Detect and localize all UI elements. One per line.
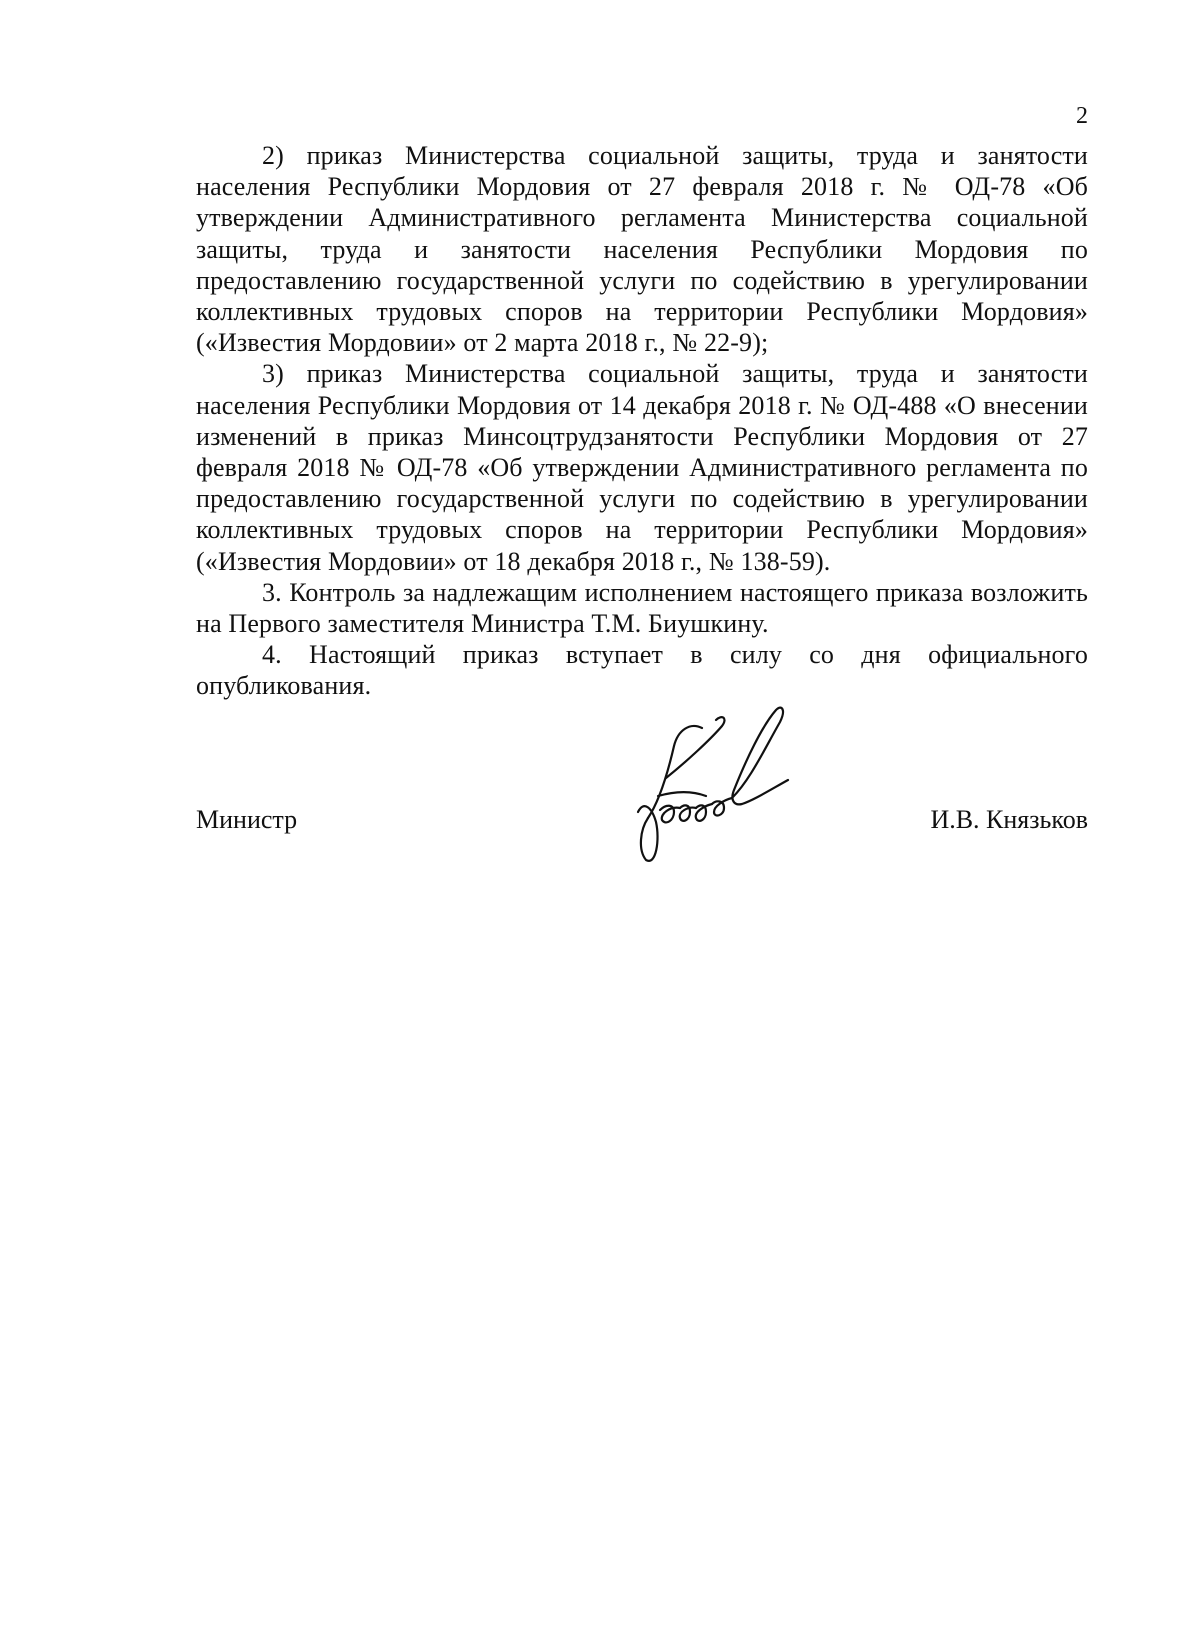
paragraph-item-2: 2) приказ Министерства социальной защиты, труда и занятости населения Республики Мордовия от 27 февраля 2018 г. № ОД-78 «Об утверждении Административного регламента Министерства социальной защиты, труда и занятости населения Республики Мордовия по предоставлению государственной услуги по содействию в урегулировании коллективных трудовых споров на территории Республики Мордовия» («Известия Мордовии» от 2 марта 2018 г., № 22-9); <box>196 141 1088 358</box>
paragraph-item-3: 3) приказ Министерства социальной защиты, труда и занятости населения Республики Мордовия от 14 декабря 2018 г. № ОД-488 «О внесении изменений в приказ Минсоцтрудзанятости Республики Мордовия от 27 февраля 2018 № ОД-78 «Об утверждении Административного регламента по предоставлению государственной услуги по содействию в урегулировании коллективных трудовых споров на территории Республики Мордовия» («Известия Мордовии» от 18 декабря 2018 г., № 138-59). <box>196 359 1088 576</box>
page-number: 2 <box>1076 103 1088 129</box>
signatory-title: Министр <box>196 805 298 834</box>
signatory-name: И.В. Князьков <box>930 805 1088 834</box>
paragraph-effective-date: 4. Настоящий приказ вступает в силу со дня официального опубликования. <box>196 640 1088 701</box>
document-body <box>196 140 1088 702</box>
signature-block <box>196 805 1088 845</box>
paragraph-control: 3. Контроль за надлежащим исполнением настоящего приказа возложить на Первого заместителя Министра Т.М. Биушкину. <box>196 577 1088 639</box>
